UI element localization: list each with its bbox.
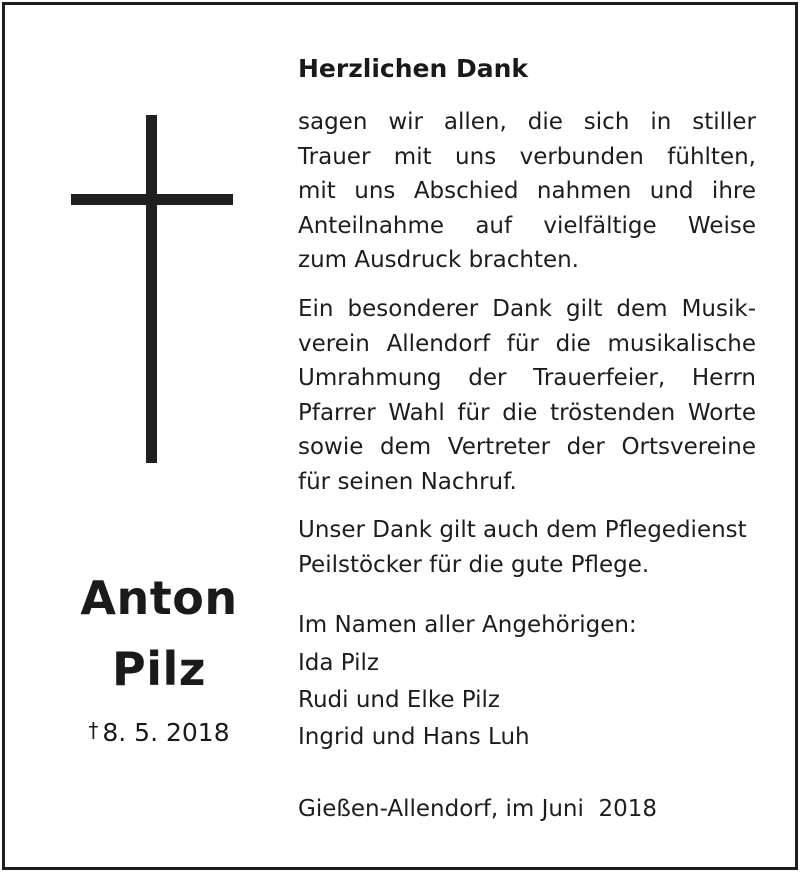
thanks-paragraph-3 [298,513,756,582]
paragraph-line: für seinen Nachruf. [298,468,517,495]
thanks-paragraph-1 [298,105,756,278]
paragraph-line: mit uns Abschied nahmen und ihre [298,178,756,204]
paragraph-line: Peilstöcker für die gute Pflege. [298,551,650,578]
death-date: 8. 5. 2018 [102,718,230,747]
paragraph-line: Umrahmung der Trauerfeier, Herrn [298,365,756,391]
place-and-date [298,791,657,827]
deceased-last-name: Pilz [111,642,207,696]
paragraph-line: Ein besonderer Dank gilt dem Musik- [298,296,756,322]
thanks-paragraph-2 [298,292,756,499]
place-and-date-text: Gießen-Allendorf, im Juni 2018 [298,796,658,822]
obituary-notice [2,2,798,870]
deceased-first-name: Anton [80,571,238,625]
cross-vertical-bar [146,115,157,463]
cross-horizontal-bar [71,194,233,205]
paragraph-line: Unser Dank gilt auch dem Pflegedienst [298,517,747,543]
death-date-line [49,717,269,750]
signature-name: Rudi und Elke Pilz [298,687,500,713]
dagger-symbol: † [88,718,99,742]
paragraph-line: verein Allendorf für die musikalische [298,330,756,357]
paragraph-line: Anteilnahme auf vielfältige Weise [298,212,756,239]
paragraph-line: zum Ausdruck brachten. [298,247,579,273]
notice-heading: Herzlichen Dank [298,54,529,83]
paragraph-line: Trauer mit uns verbunden fühlten, [298,143,756,170]
signature-intro: Im Namen aller Angehörigen: [298,612,637,638]
latin-cross-icon [71,115,235,465]
paragraph-line: Pfarrer Wahl für die tröstenden Worte [298,399,756,426]
signature-name: Ida Pilz [298,650,380,676]
paragraph-line: sagen wir allen, die sich in stiller [298,109,756,135]
paragraph-line: sowie dem Vertreter der Ortsvereine [298,434,756,460]
signature-name: Ingrid und Hans Luh [298,724,530,750]
